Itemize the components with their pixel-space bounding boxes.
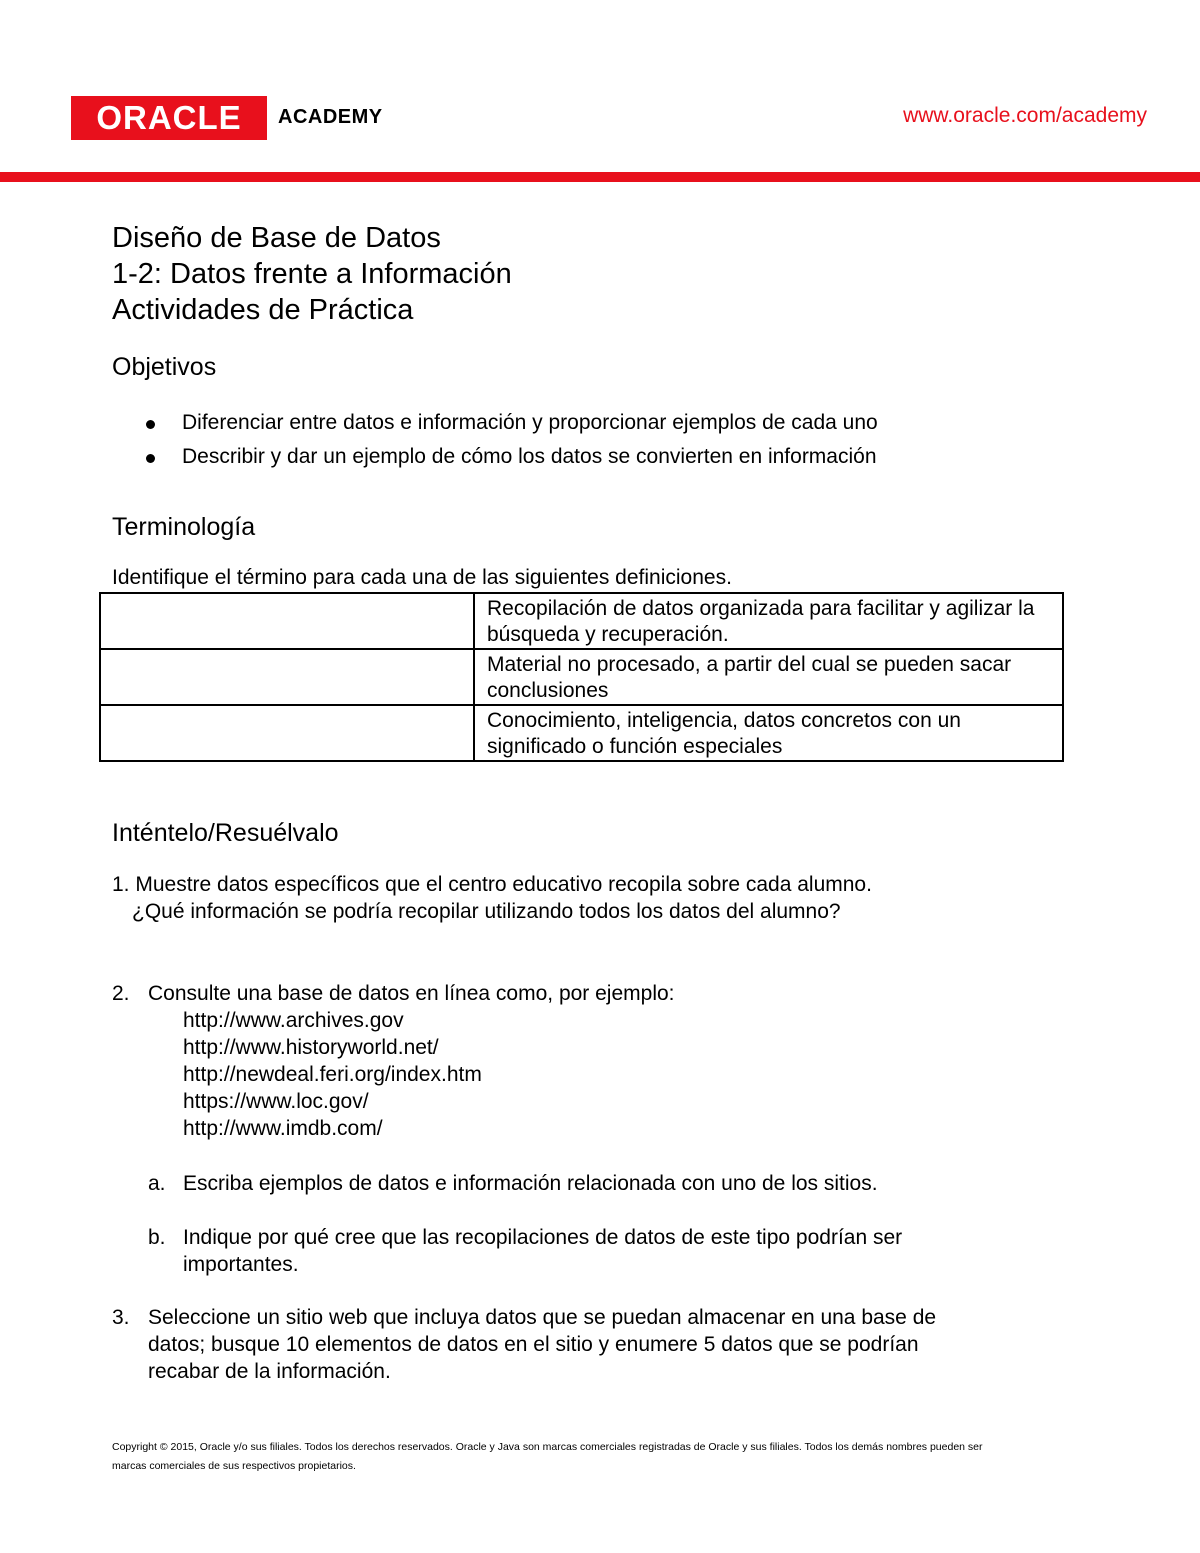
term-cell[interactable] [100, 705, 474, 761]
question-3-number: 3. [112, 1306, 130, 1329]
subquestion-a-text: Escriba ejemplos de datos e información relacionada con uno de los sitios. [183, 1172, 878, 1195]
header-divider [0, 172, 1200, 182]
objectives-list [142, 408, 878, 476]
question-text: Muestre datos específicos que el centro educativo recopila sobre cada alumno. [135, 873, 872, 896]
link-imdb[interactable]: http://www.imdb.com/ [183, 1117, 383, 1140]
subquestion-b-label: b. [148, 1226, 166, 1249]
term-cell[interactable] [100, 593, 474, 649]
subquestion-a-label: a. [148, 1172, 166, 1195]
definition-cell: Conocimiento, inteligencia, datos concretos con un significado o función especiales [474, 705, 1063, 761]
title-lesson: 1-2: Datos frente a Información [112, 258, 512, 290]
link-loc[interactable]: https://www.loc.gov/ [183, 1090, 369, 1113]
table-row [100, 705, 1063, 761]
copyright-footer: Copyright © 2015, Oracle y/o sus filiales. Todos los derechos reservados. Oracle y Java son marcas comerciales registradas de Oracle y sus filiales. Todos los demás nombres pueden ser marcas comerciales de sus respectivos propietarios. [112, 1441, 983, 1472]
definition-cell: Material no procesado, a partir del cual se pueden sacar conclusiones [474, 649, 1063, 705]
term-cell[interactable] [100, 649, 474, 705]
table-row [100, 649, 1063, 705]
page-header [0, 0, 1200, 190]
terminology-heading: Terminología [112, 513, 256, 541]
bullet-icon [146, 454, 155, 463]
question-3-text: Seleccione un sitio web que incluya datos que se puedan almacenar en una base de datos; busque 10 elementos de datos en el sitio y enumere 5 datos que se podrían recabar de la información. [148, 1306, 937, 1383]
table-row [100, 593, 1063, 649]
link-newdeal[interactable]: http://newdeal.feri.org/index.htm [183, 1063, 482, 1086]
question-2-text: Consulte una base de datos en línea como, por ejemplo: [148, 982, 675, 1005]
subquestion-b-text: Indique por qué cree que las recopilaciones de datos de este tipo podrían ser importantes. [183, 1226, 903, 1276]
terminology-instructions: Identifique el término para cada una de las siguientes definiciones. [112, 566, 732, 589]
question-text: ¿Qué información se podría recopilar utilizando todos los datos del alumno? [132, 900, 841, 923]
question-2-number: 2. [112, 982, 130, 1005]
document-title [112, 220, 512, 328]
logo-text: ORACLE [96, 99, 242, 136]
database-links [183, 1007, 482, 1142]
title-activity: Actividades de Práctica [112, 294, 414, 326]
question-1 [112, 871, 872, 925]
oracle-academy-link[interactable]: www.oracle.com/academy [903, 104, 1147, 127]
definition-cell: Recopilación de datos organizada para facilitar y agilizar la búsqueda y recuperación. [474, 593, 1063, 649]
title-course: Diseño de Base de Datos [112, 222, 441, 254]
question-number: 1. [112, 873, 130, 896]
link-archives[interactable]: http://www.archives.gov [183, 1009, 404, 1032]
oracle-logo [71, 96, 267, 140]
objective-item: Describir y dar un ejemplo de cómo los datos se convierten en información [142, 442, 878, 476]
objectives-heading: Objetivos [112, 353, 217, 381]
objective-item: Diferenciar entre datos e información y proporcionar ejemplos de cada uno [142, 408, 878, 442]
link-historyworld[interactable]: http://www.historyworld.net/ [183, 1036, 439, 1059]
exercises-heading: Inténtelo/Resuélvalo [112, 819, 339, 847]
bullet-icon [146, 420, 155, 429]
logo-academy-label: ACADEMY [278, 106, 383, 128]
terminology-table [99, 592, 1064, 762]
